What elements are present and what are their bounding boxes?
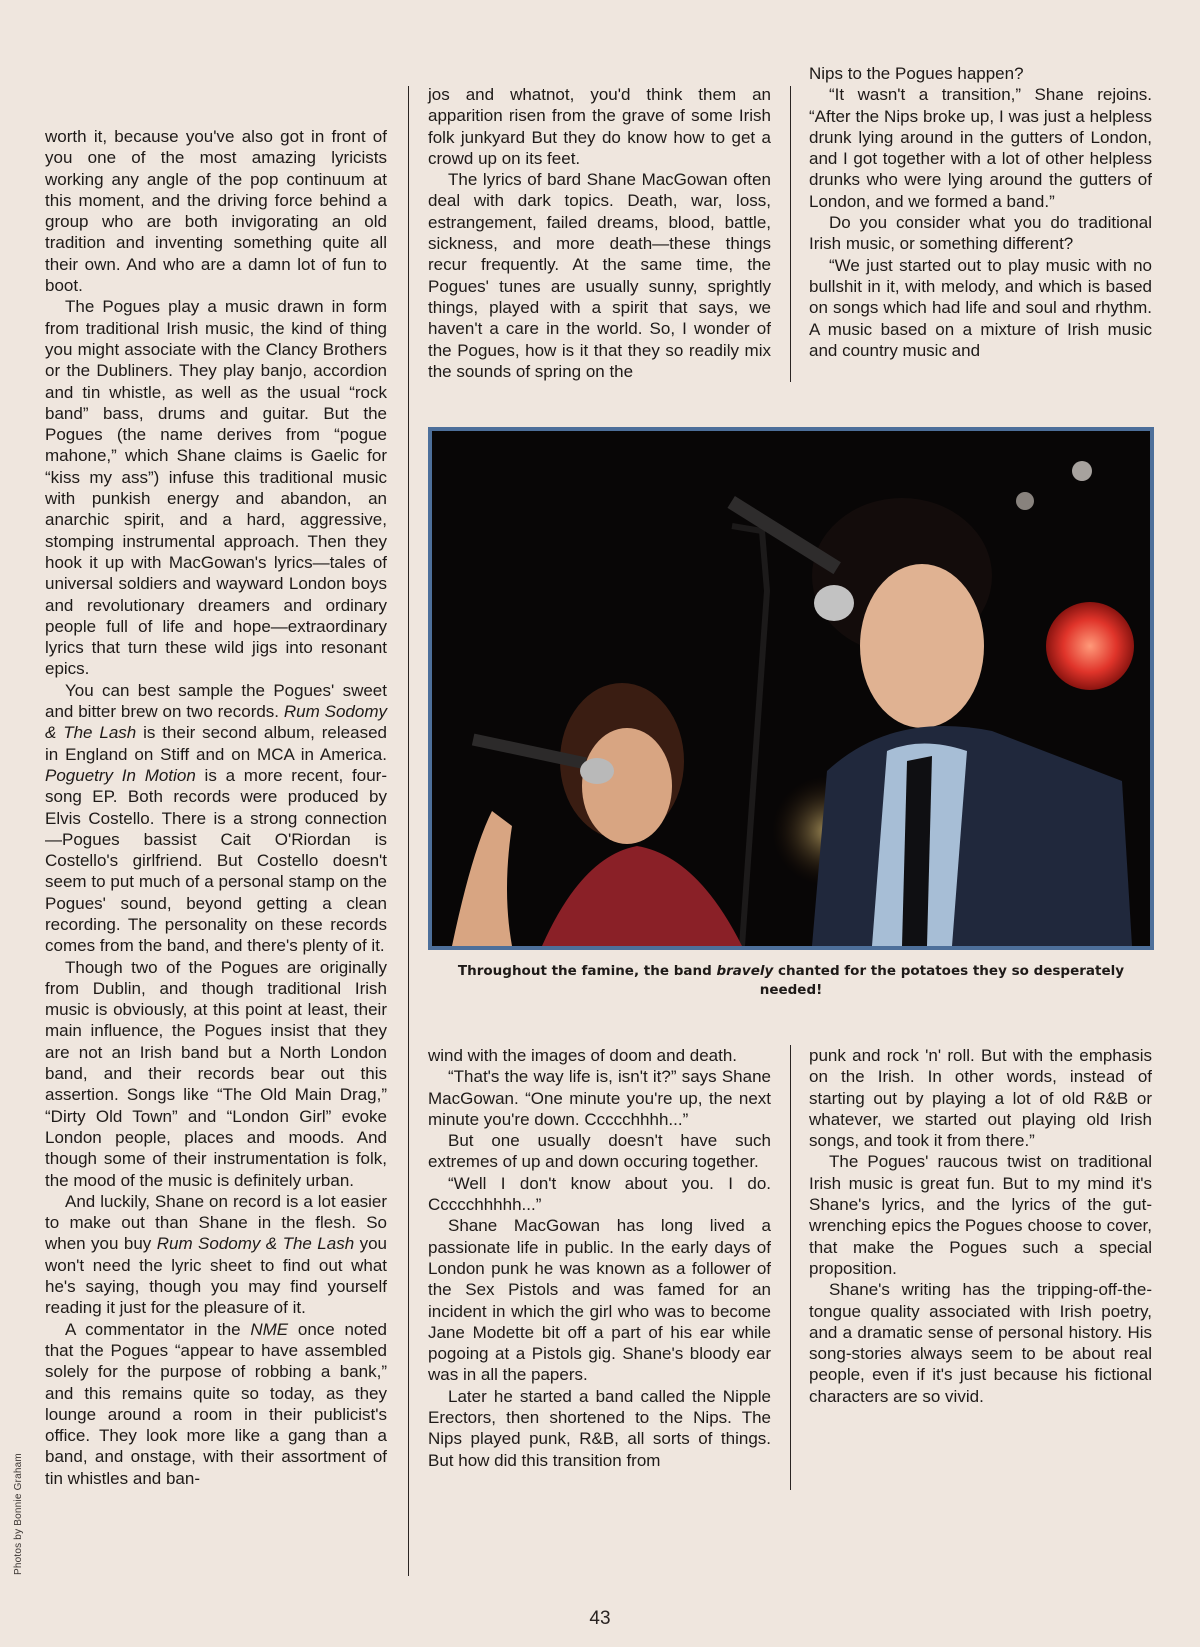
column-divider — [790, 86, 791, 382]
photo-illustration — [432, 431, 1150, 946]
album-title: Rum Sodomy & The Lash — [45, 702, 387, 743]
paragraph: You can best sample the Pogues' sweet and bitter brew on two records. Rum Sodomy & The Lash is their second album, released in England on Stiff and on MCA in America. Poguetry In Motion is a more recent, four-song EP. Both records were produced by Elvis Costello. There is a strong connection—Pogues bassist Cait O'Riordan is Costello's girlfriend. But Costello doesn't seem to put much of a personal stamp on the Pogues' sound, beyond getting a clean recording. The personality on these records comes from the band, and there's plenty of it. — [45, 680, 387, 956]
article-column-1 — [45, 126, 387, 1489]
paragraph: Do you consider what you do traditional Irish music, or something different? — [809, 213, 1152, 254]
photo-credit: Photos by Bonnie Graham — [13, 1453, 24, 1575]
column-divider — [790, 1045, 791, 1490]
paragraph: Though two of the Pogues are originally from Dublin, and though traditional Irish music is obviously, at this point at least, their main influence, the Pogues insist that they are not an Irish band but a North London band, and their records bear out this assertion. Songs like “The Old Main Drag,” “Dirty Old Town” and “London Girl” evoke London people, places and moods. And though some of their instrumentation is folk, the mood of the music is definitely urban. — [45, 957, 387, 1190]
album-title: Rum Sodomy & The Lash — [156, 1234, 355, 1254]
paragraph: “Well I don't know about you. I do. Ccccchhhhh...” — [428, 1173, 771, 1215]
paragraph: worth it, because you've also got in front of you one of the most amazing lyricists working any angle of the pop continuum at this moment, and the driving force behind a group who are both invigorating an old tradition and inventing something quite all their own. And who are a damn lot of fun to boot. — [45, 127, 387, 296]
paragraph: The Pogues play a music drawn in form from traditional Irish music, the kind of thing you might associate with the Clancy Brothers or the Dubliners. They play banjo, accordion and tin whistle, as well as the usual “rock band” bass, drums and guitar. But the Pogues (the name derives from “pogue mahone,” which Shane claims is Gaelic for “kiss my ass”) infuse this traditional music with punkish energy and abandon, an anarchic spirit, and a hard, aggressive, stomping instrumental approach. Then they hook it up with MacGowan's lyrics—tales of universal soldiers and wayward London boys and revolutionary dreamers and ordinary people full of life and hope—extraordinary lyrics that turn these wild jigs into resonant epics. — [45, 297, 387, 679]
article-column-3-top — [809, 63, 1152, 361]
paragraph: wind with the images of doom and death. — [428, 1046, 738, 1065]
paragraph: punk and rock 'n' roll. But with the emphasis on the Irish. In other words, instead of starting out by playing a lot of old R&B or whatever, we started out playing old Irish songs, and took it from there.” — [809, 1046, 1152, 1151]
page-number: 43 — [589, 1608, 611, 1629]
paragraph: jos and whatnot, you'd think them an apparition risen from the grave of some Irish folk junkyard But they do know how to get a crowd up on its feet. — [428, 85, 771, 168]
photo-caption: Throughout the famine, the band bravely chanted for the potatoes they so desperately needed! — [457, 963, 1125, 998]
paragraph: But one usually doesn't have such extremes of up and down occuring together. — [428, 1131, 771, 1172]
article-column-2-top — [428, 84, 771, 382]
paragraph: The Pogues' raucous twist on traditional Irish music is great fun. But to my mind it's Shane's lyrics, and the lyrics of the gut-wrenching epics the Pogues choose to cover, that make the Pogues such a special proposition. — [809, 1152, 1152, 1278]
article-column-2-bottom — [428, 1045, 771, 1471]
paragraph: The lyrics of bard Shane MacGowan often deal with dark topics. Death, war, loss, estrangement, failed dreams, blood, battle, sickness, and more death—these things recur frequently. At the same time, the Pogues' tunes are usually sunny, sprightly things, played with a spirit that says, we haven't a care in the world. So, I wonder of the Pogues, how is it that they so readily mix the sounds of spring on the — [428, 170, 771, 381]
paragraph: “It wasn't a transition,” Shane rejoins. “After the Nips broke up, I was just a helpless drunk lying around in the gutters of London, and I got together with a lot of other helpless drunks who were lying around the gutters of London, and we formed a band.” — [809, 85, 1152, 211]
paragraph: Nips to the Pogues happen? — [809, 64, 1024, 83]
photo-image — [432, 431, 1150, 946]
concert-photo — [428, 427, 1154, 950]
paragraph: Shane's writing has the tripping-off-the-tongue quality associated with Irish poetry, and a dramatic sense of personal history. His song-stories always seem to be about real people, even if it's just because his fictional characters are so vivid. — [809, 1280, 1152, 1406]
paragraph: “We just started out to play music with no bullshit in it, with melody, and which is based on songs which had life and soul and rhythm. A music based on a mixture of Irish music and country music and — [809, 255, 1152, 360]
article-column-3-bottom — [809, 1045, 1152, 1407]
paragraph: “That's the way life is, isn't it?” says Shane MacGowan. “One minute you're up, the next minute you're down. Ccccchhhh...” — [428, 1067, 771, 1129]
paragraph: A commentator in the NME once noted that the Pogues “appear to have assembled solely for the purpose of robbing a bank,” and this remains quite so today, as they lounge around a room in their publicist's office. They look more like a gang than a band, and onstage, with their assortment of tin whistles and ban- — [45, 1319, 387, 1488]
paragraph: And luckily, Shane on record is a lot easier to make out than Shane in the flesh. So when you buy Rum Sodomy & The Lash you won't need the lyric sheet to find out what he's saying, though you may find yourself reading it just for the pleasure of it. — [45, 1191, 387, 1318]
publication-title: NME — [250, 1319, 289, 1339]
paragraph: Shane MacGowan has long lived a passionate life in public. In the early days of London punk he was known as a follower of the Sex Pistols and was famed for an incident in which the girl who was to become Jane Modette bit off a part of his ear while pogoing at a Pistols gig. Shane's bloody ear was in all the papers. — [428, 1216, 771, 1385]
column-divider — [408, 86, 409, 1576]
ep-title: Poguetry In Motion — [45, 765, 196, 785]
paragraph: Later he started a band called the Nipple Erectors, then shortened to the Nips. The Nips played punk, R&B, all sorts of things. But how did this transition from — [428, 1386, 771, 1470]
